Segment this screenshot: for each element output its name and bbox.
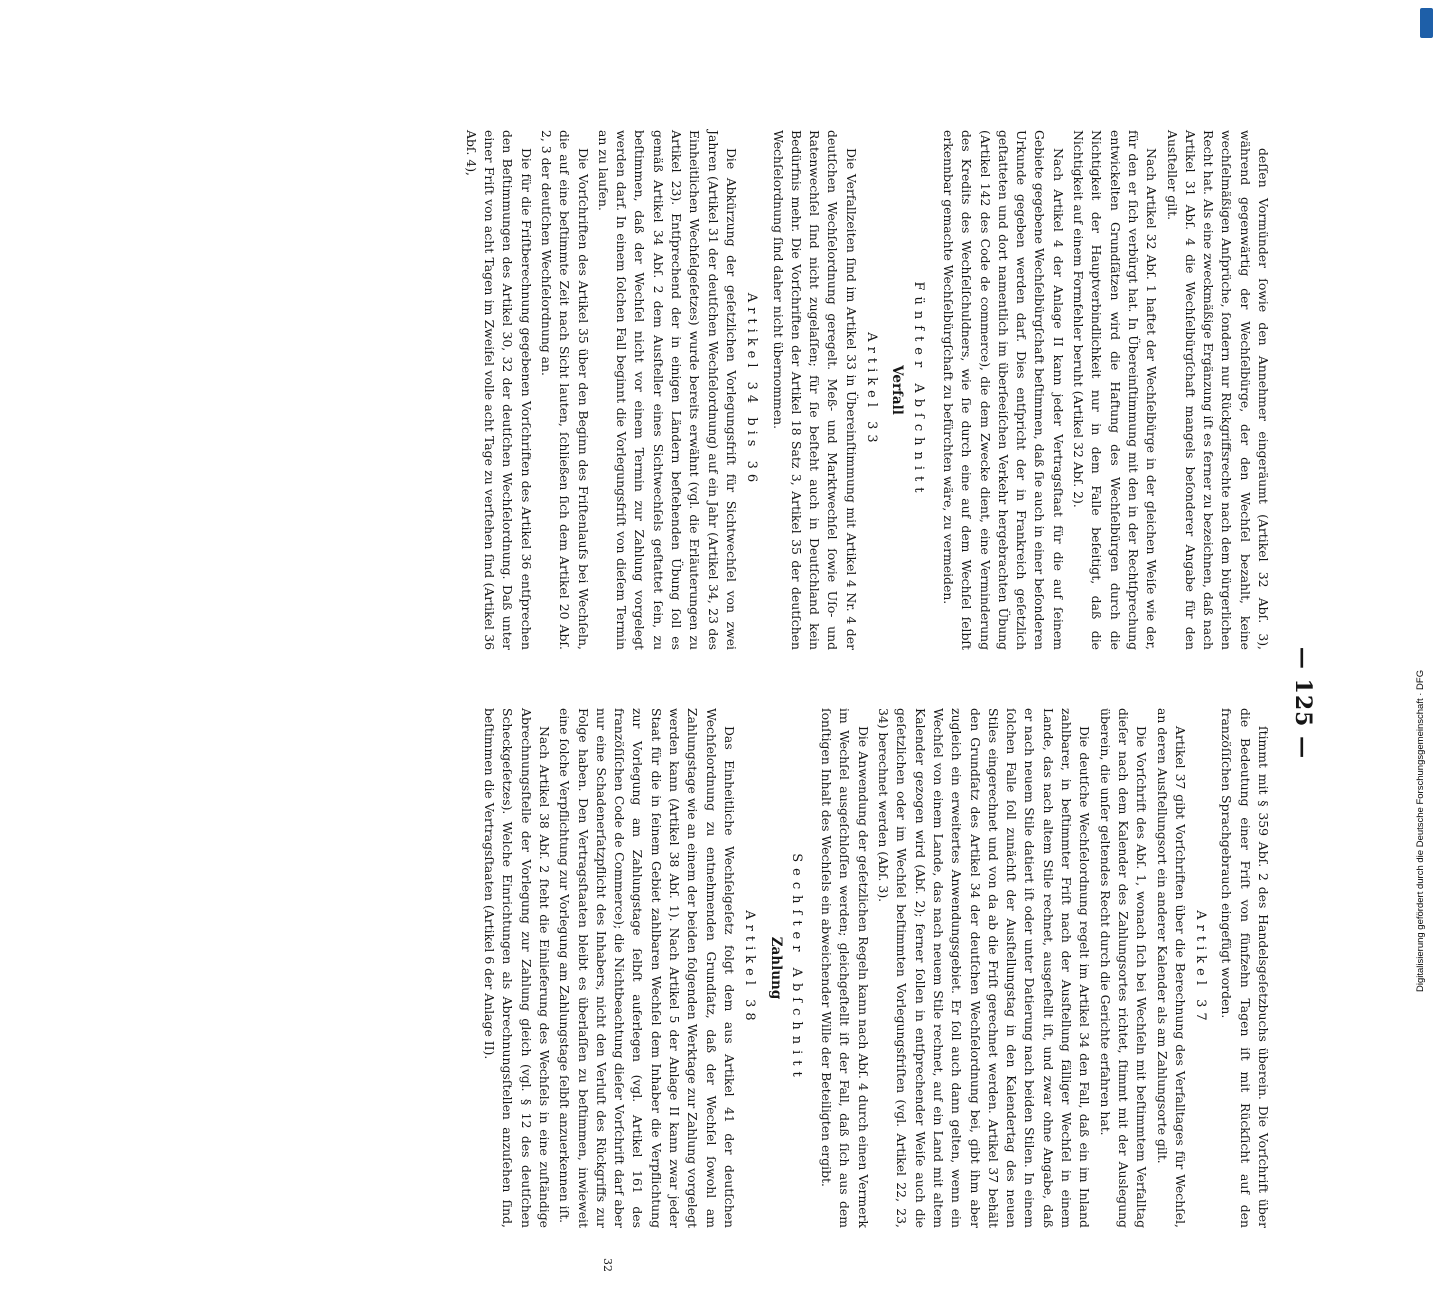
paragraph: Die Verfallzeiten ſind im Artikel 33 in Übereinſtimmung mit Artikel 4 Nr. 4 der deutſchen Wechſelordnung geregelt. Meß- und Marktwechſel ſowie Uſo- und Ratenwechſel ſind nicht zugelaſſen; für ſie beſteht auch in Deutſchland kein Bedürfnis mehr. Die Vorſchriften der Artikel 18 Satz 3, Artikel 35 der deutſchen Wechſelordnung ſind daher nicht übernommen. bbox=[770, 130, 859, 650]
paragraph: Die Vorſchrift des Abſ. 1, wonach ſich bei Wechſeln mit beſtimmtem Verfalltag dieſer nach dem Kalender des Zahlungsortes richtet, ſtimmt mit der Auslegung überein, die unſer geltendes Recht durch die Gerichte erfahren hat. bbox=[1097, 708, 1150, 1228]
paragraph: deſſen Vormünder ſowie den Annehmer eingeräumt (Artikel 32 Abſ. 3), während gegenwärtig der Wechſelbürge, der den Wechſel bezahlt, keine wechſelmäßigen Anſprüche, ſondern nur Rückgriffsrechte nach dem bürgerlichen Recht hat. Als eine zweckmäßige Ergänzung iſt es ferner zu bezeichnen, daß nach Artikel 31 Abſ. 4 die Wechſelbürgſchaft mangels beſonderer Angabe für den Ausſteller gilt. bbox=[1164, 130, 1271, 650]
paragraph: Die deutſche Wechſelordnung regelt im Artikel 34 den Fall, daß ein im Inland zahlbarer, in beſtimmter Friſt nach der Ausſtellung fälliger Wechſel in einem Lande, das nach altem Stile rechnet, ausgeſtellt iſt, und zwar ohne Angabe, daß er nach neuem Stile datiert iſt oder unter Datierung nach beiden Stilen. In einem ſolchen Falle ſoll zunächſt der Ausſtellungstag in den Kalendertag des neuen Stiles eingerechnet und von da ab die Friſt gerechnet werden. Artikel 37 behält den Grundſatz des Artikel 34 der deutſchen Wechſelordnung bei, gibt ihm aber zugleich ein erweitertes Anwendungsgebiet. Er ſoll auch dann gelten, wenn ein Wechſel von einem Lande, das nach neuem Stile rechnet, auf ein Land mit altem Kalender gezogen wird (Abſ. 2); ferner ſollen in entſprechender Weiſe auch die geſetzlichen oder im Wechſel beſtimmten Vorlegungsfriſten (vgl. Artikel 22, 23, 34) berechnet werden (Abſ. 3). bbox=[876, 708, 1093, 1228]
paragraph: Nach Artikel 4 der Anlage II kann jeder Vertragsſtaat für die auf ſeinem Gebiete gegebene Wechſelbürgſchaft beſtimmen, daß ſie auch in einer beſonderen Urkunde gegeben werden darf. Dies entſpricht der in Frankreich geſetzlich geſtatteten und dort namentlich im überſeeiſchen Verkehr hergebrachten Übung (Artikel 142 des Code de commerce), die dem Zwecke dient, eine Verminderung des Kredits des Wechſelſchuldners, wie ſie durch eine auf dem Wechſel ſelbſt erkennbar gemachte Wechſelbürgſchaft zu befürchten wäre, zu vermeiden. bbox=[940, 130, 1066, 650]
article-heading: Artikel 37 bbox=[1193, 910, 1209, 1026]
paragraph: Artikel 37 gibt Vorſchriften über die Berechnung des Verfalltages für Wechſel, an deren Ausſtellungsort ein anderer Kalender als am Zahlungsorte gilt. bbox=[1154, 708, 1188, 1228]
section-title: Verfall bbox=[889, 365, 906, 415]
paragraph: Das Einheitliche Wechſelgeſetz folgt dem aus Artikel 41 der deutſchen Wechſelordnung zu entnehmenden Grundſatz, daß der Wechſel ſowohl am Zahlungstage wie an einem der beiden folgenden Werktage zur Zahlung vorgelegt werden kann (Artikel 38 Abſ. 1). Nach Artikel 5 der Anlage II kann zwar jeder Staat für die in ſeinem Gebiet zahlbaren Wechſel dem Inhaber die Verpflichtung zur Vorlegung am Zahlungstage ſelbſt auferlegen (vgl. Artikel 161 des franzöſiſchen Code de Commerce); die Nichtbeachtung dieſer Vorſchrift darf aber nur eine Schadenerſatzpflicht des Inhabers, nicht den Verluſt des Rückgriffs zur Folge haben. Den Vertragsſtaaten bleibt es überlaſſen zu beſtimmen, inwieweit eine ſolche Verpflichtung zur Vorlegung am Zahlungstage ſelbſt anzuerkennen iſt. bbox=[557, 708, 737, 1228]
digitization-credit bbox=[1412, 8, 1430, 992]
paragraph: Die Vorſchriften des Artikel 35 über den Beginn des Friſtenlaufs bei Wechſeln, die auf eine beſtimmte Zeit nach Sicht lauten, ſchließen ſich dem Artikel 20 Abſ. 2, 3 der deutſchen Wechſelordnung an. bbox=[539, 130, 591, 650]
article-heading: Artikel 33 bbox=[864, 332, 880, 448]
paragraph: Nach Artikel 32 Abſ. 1 haftet der Wechſelbürge in der gleichen Weiſe wie der, für den er ſich verbürgt hat. In Übereinſtimmung mit den in der Rechtſprechung entwickelten Grundſätzen wird die Haftung des Wechſelbürgen durch die Nichtigkeit der Hauptverbindlichkeit nur in dem Falle beſeitigt, daß die Nichtigkeit auf einem Formfehler beruht (Artikel 32 Abſ. 2). bbox=[1071, 130, 1160, 650]
paragraph: Die für die Friſtberechnung gegebenen Vorſchriften des Artikel 36 entſprechen den Beſtimmungen des Artikel 30, 32 der deutſchen Wechſelordnung. Daß unter einer Friſt von acht Tagen im Zweifel volle acht Tage zu verſtehen ſind (Artikel 36 Abſ. 4), bbox=[463, 130, 534, 650]
left-column bbox=[463, 130, 1272, 650]
section-heading: Sechſter Abſchnitt bbox=[788, 853, 804, 1083]
page-number: — 125 — bbox=[1290, 646, 1316, 760]
paragraph: ſtimmt mit § 359 Abſ. 2 des Handelsgeſetzbuchs überein. Die Vorſchrift über die Bedeutung einer Friſt von fünfzehn Tagen iſt mit Rückſicht auf den franzöſiſchen Sprachgebrauch eingefügt worden. bbox=[1219, 708, 1271, 1228]
paragraph: Die Anwendung der geſetzlichen Regeln kann nach Abſ. 4 durch einen Vermerk im Wechſel ausgeſchloſſen werden; gleichgeſtellt iſt der Fall, daß ſich aus dem ſonſtigen Inhalt des Wechſels ein abweichender Wille der Beteiligten ergibt. bbox=[819, 708, 871, 1228]
section-title: Zahlung bbox=[767, 936, 784, 1000]
article-heading: Artikel 34 bis 36 bbox=[744, 292, 760, 488]
paragraph: Die Abkürzung der geſetzlichen Vorlegungsfriſt für Sichtwechſel von zwei Jahren (Artikel 31 der deutſchen Wechſelordnung) auf ein Jahr (Artikel 34, 23 des Einheitlichen Wechſelgeſetzes) wurde bereits erwähnt (vgl. die Erläuterungen zu Artikel 23). Entſprechend der in einigen Ländern beſtehenden Übung ſoll es gemäß Artikel 34 Abſ. 2 dem Ausſteller eines Sichtwechſels geſtattet ſein, zu beſtimmen, daß der Wechſel nicht vor einem Termin zur Zahlung vorgelegt werden darf. In einem ſolchen Fall beginnt die Vorlegungsfriſt von dieſem Termin an zu laufen. bbox=[595, 130, 739, 650]
signature-mark: 32 bbox=[601, 1258, 614, 1272]
paragraph: Nach Artikel 38 Abſ. 2 ſteht die Einlieferung des Wechſels in eine zuſtändige Abrechnungsſtelle der Vorlegung zur Zahlung gleich (vgl. § 12 des deutſchen Scheckgeſetzes). Welche Einrichtungen als Abrechnungsſtellen anzuſehen ſind, beſtimmen die Vertragsſtaaten (Artikel 6 der Anlage II). bbox=[482, 708, 553, 1228]
article-heading: Artikel 38 bbox=[742, 910, 758, 1026]
credit-text: Digitalisierung gefördert durch die Deutsche Forschungsgemeinschaft · DFG bbox=[1415, 669, 1426, 992]
rotated-document-page bbox=[126, 108, 1316, 1272]
page-header bbox=[1276, 108, 1316, 1298]
section-heading: Fünfter Abſchnitt bbox=[910, 281, 926, 499]
right-column bbox=[482, 708, 1272, 1228]
